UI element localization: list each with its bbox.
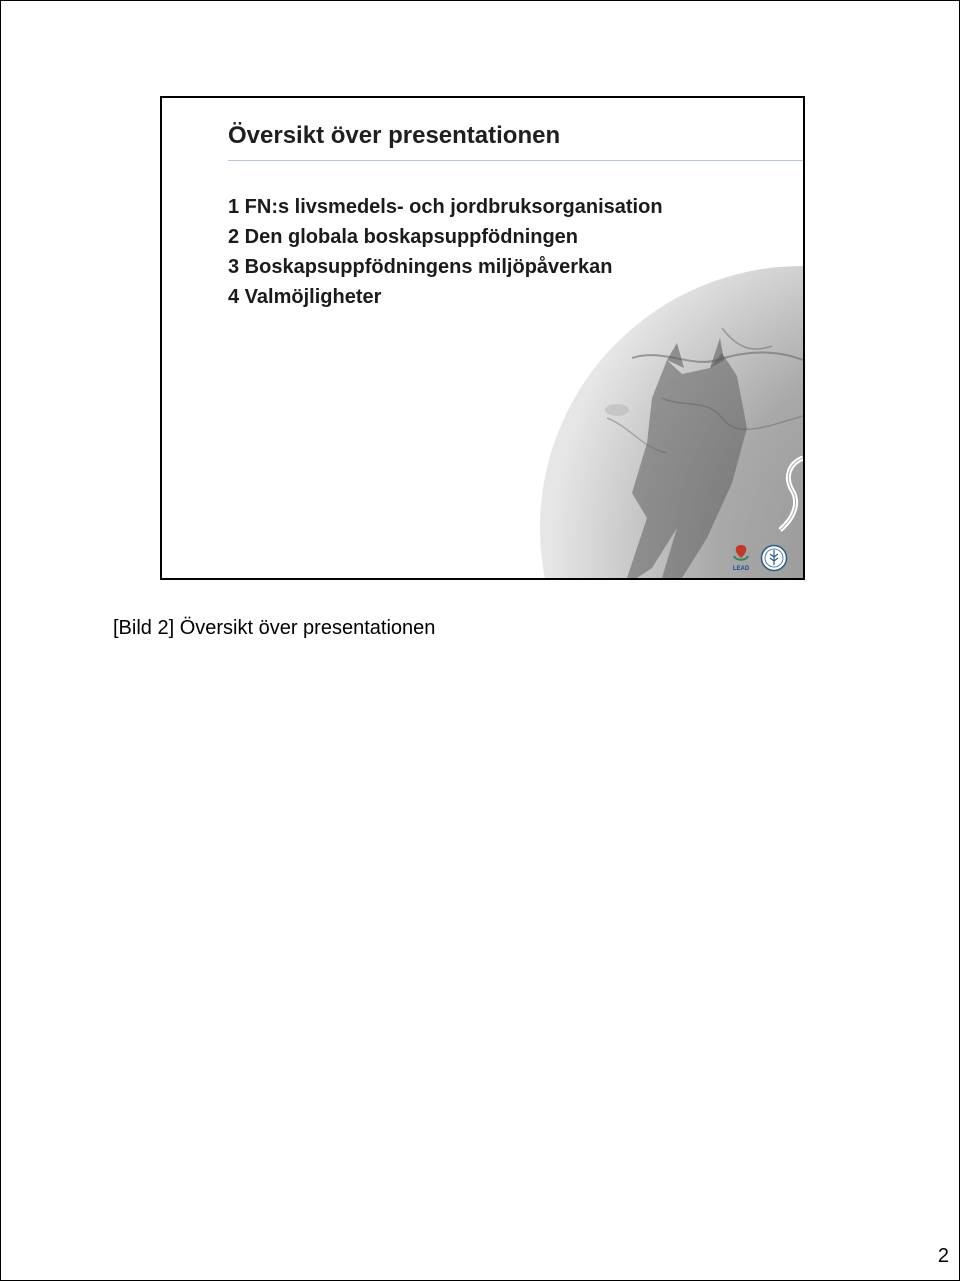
slide-thumbnail — [160, 96, 805, 580]
slide-title: Översikt över presentationen — [228, 122, 561, 149]
agenda-item: 1 FN:s livsmedels- och jordbruksorganisation — [228, 196, 663, 218]
slide-agenda-list — [228, 192, 663, 312]
title-divider — [228, 160, 803, 161]
agenda-item: 4 Valmöjligheter — [228, 286, 382, 308]
agenda-item: 3 Boskapsuppfödningens miljöpåverkan — [228, 256, 613, 278]
lead-logo-icon — [729, 542, 753, 572]
agenda-item: 2 Den globala boskapsuppfödningen — [228, 226, 579, 248]
fao-logo-icon — [760, 544, 788, 572]
page-number: 2 — [937, 1245, 949, 1267]
slide-caption: [Bild 2] Översikt över presentationen — [113, 617, 436, 639]
lead-logo-text: LEAD — [732, 566, 750, 572]
globe-shadow-illustration — [162, 98, 803, 578]
